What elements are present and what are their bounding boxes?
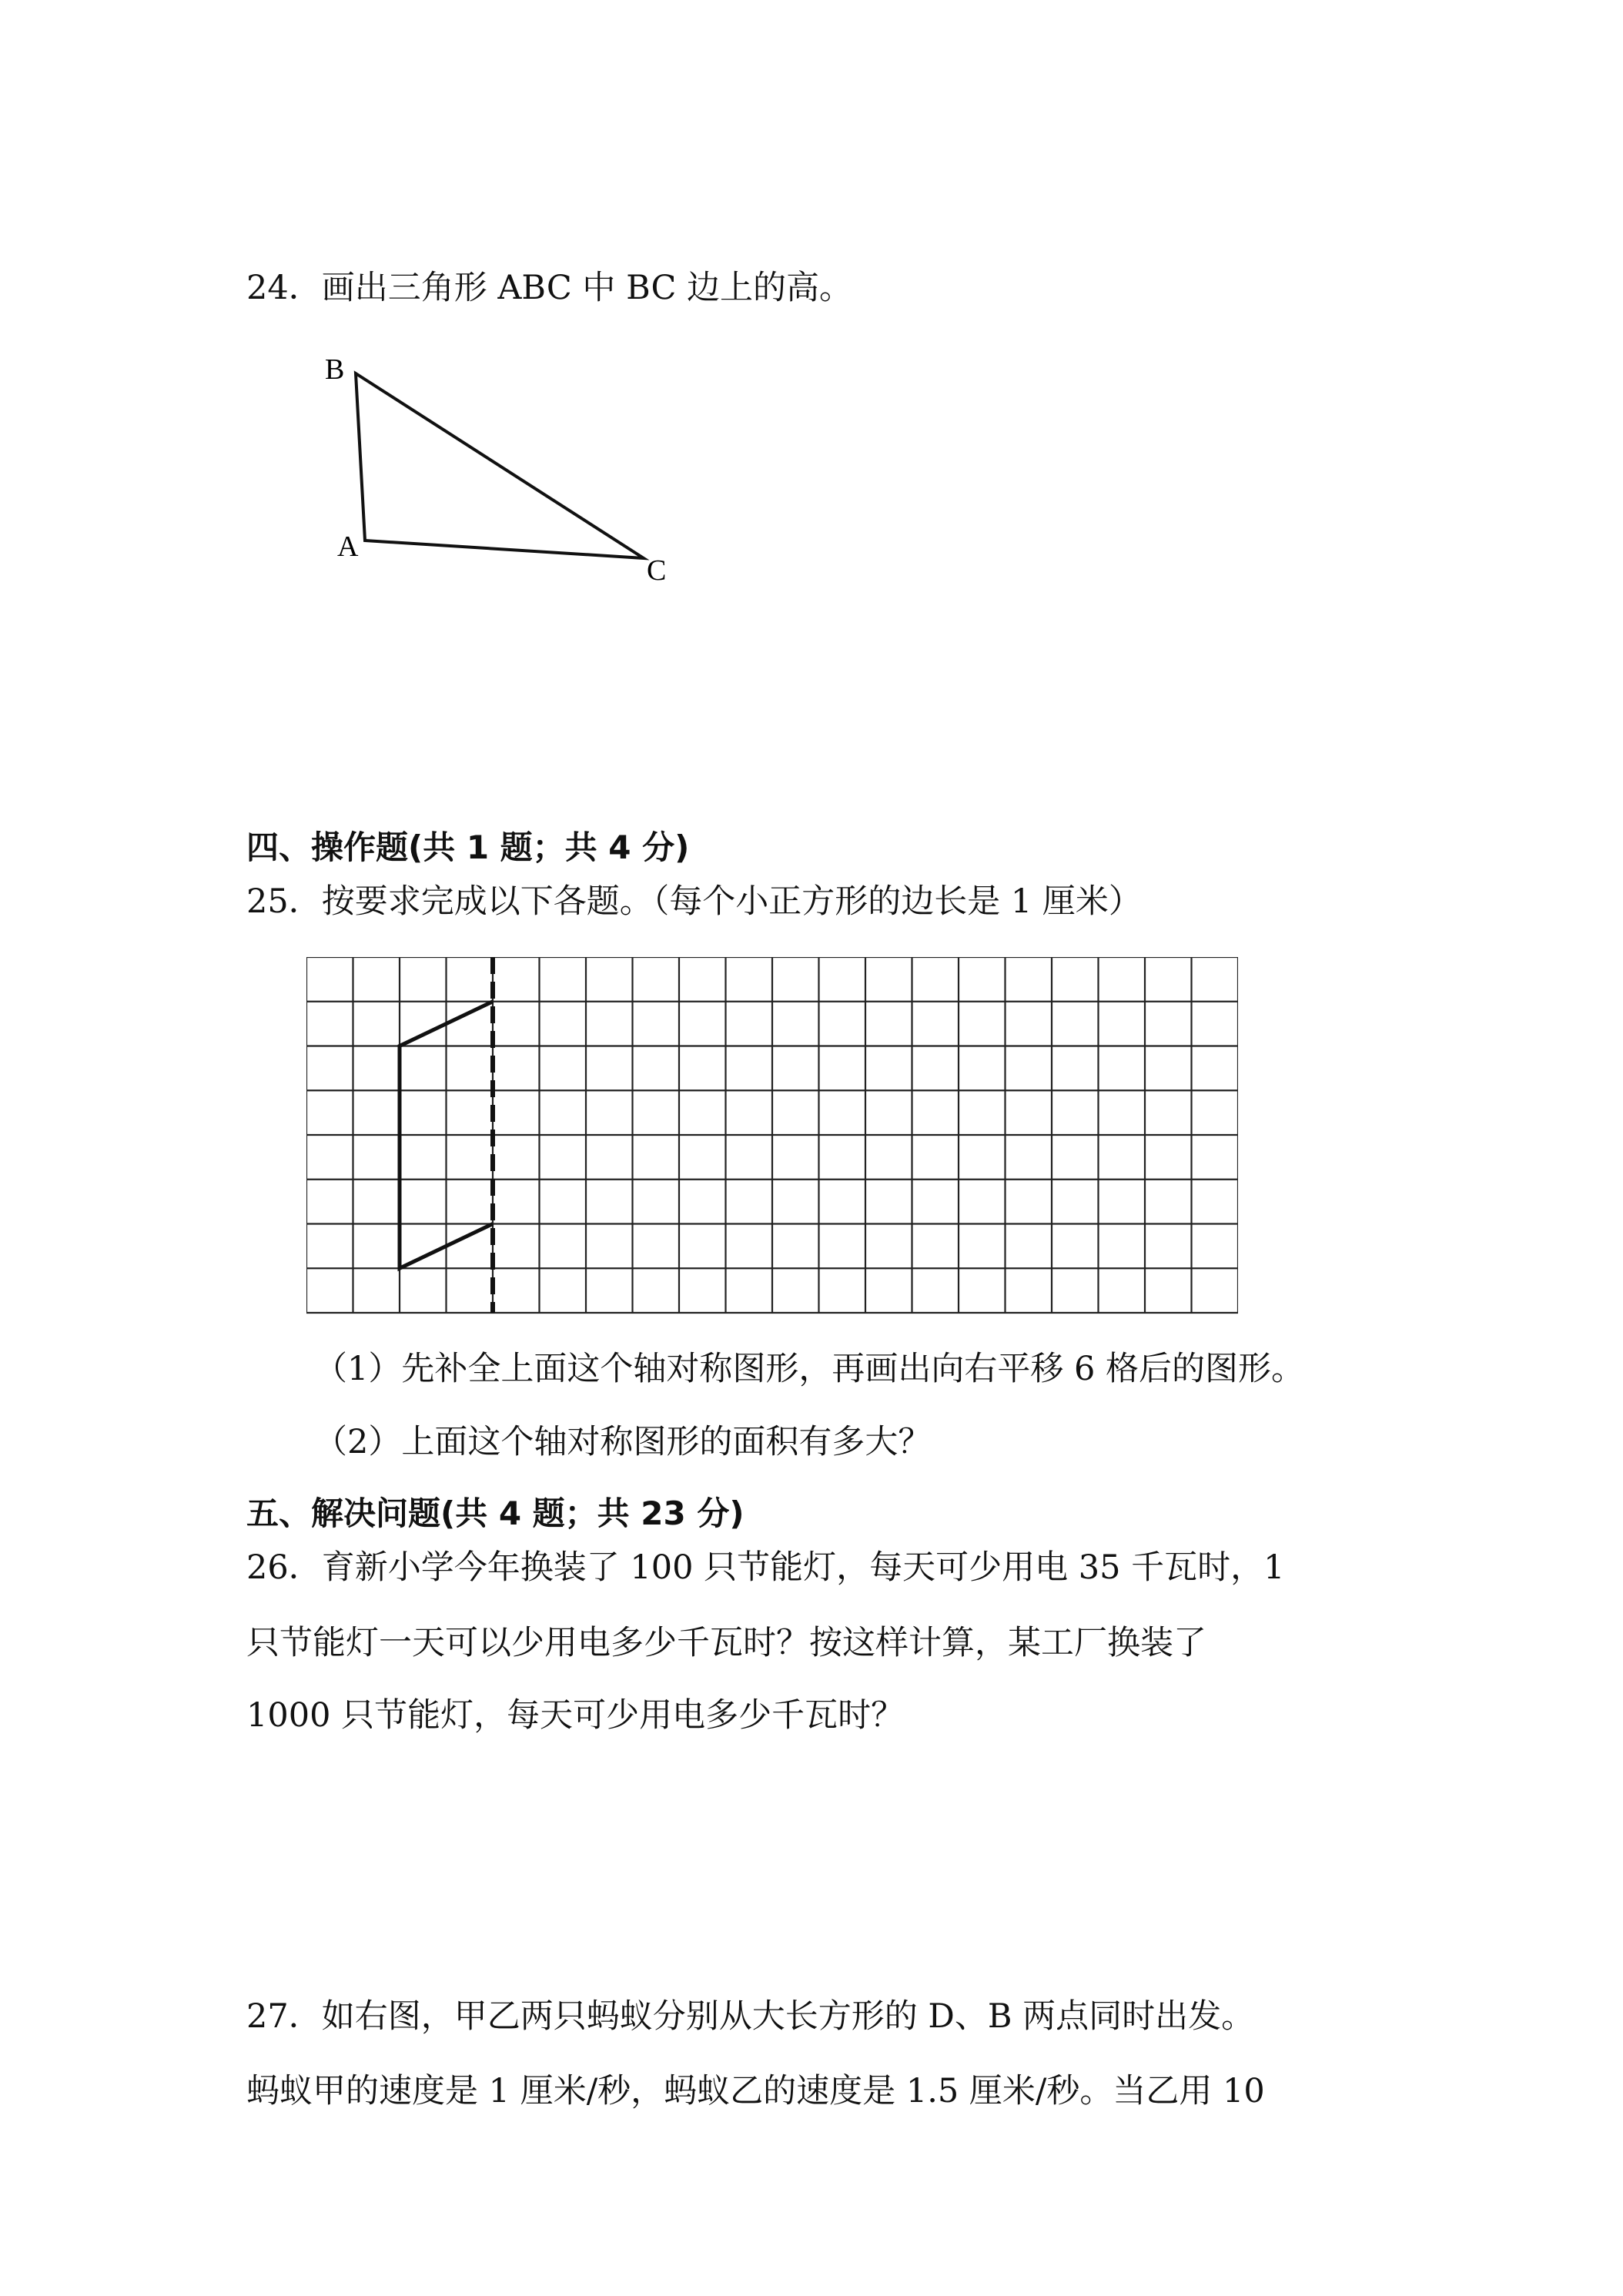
triangle-abc — [356, 373, 644, 558]
q27-line1: 27．如右图，甲乙两只蚂蚁分别从大长方形的 D、B 两点同时出发。 — [246, 1997, 1255, 2036]
q26-line3: 1000 只节能灯，每天可少用电多少千瓦时？ — [246, 1696, 905, 1735]
section5-heading: 五、解决问题(共 4 题；共 23 分) — [246, 1494, 745, 1532]
section4-heading: 四、操作题(共 1 题；共 4 分) — [246, 828, 690, 866]
grid-lines — [306, 957, 1238, 1313]
vertex-a-label: A — [337, 530, 359, 563]
q25-sub1: （1）先补全上面这个轴对称图形，再画出向右平移 6 格后的图形。 — [314, 1350, 1305, 1388]
q26-line1: 26．育新小学今年换装了 100 只节能灯，每天可少用电 35 千瓦时，1 — [246, 1548, 1285, 1587]
q25-sub2: （2）上面这个轴对称图形的面积有多大？ — [314, 1423, 932, 1461]
vertex-c-label: C — [647, 554, 667, 587]
triangle-abc-figure — [308, 339, 708, 601]
vertex-b-label: B — [325, 353, 345, 386]
q26-line2: 只节能灯一天可以少用电多少千瓦时？按这样计算，某工厂换装了 — [246, 1624, 1206, 1662]
q24-text: 24．画出三角形 ABC 中 BC 边上的高。 — [246, 269, 853, 307]
q25-text: 25．按要求完成以下各题。（每个小正方形的边长是 1 厘米） — [246, 882, 1142, 921]
square-grid-figure — [306, 957, 1238, 1319]
q27-line2: 蚂蚁甲的速度是 1 厘米/秒，蚂蚁乙的速度是 1.5 厘米/秒。当乙用 10 — [246, 2072, 1265, 2110]
